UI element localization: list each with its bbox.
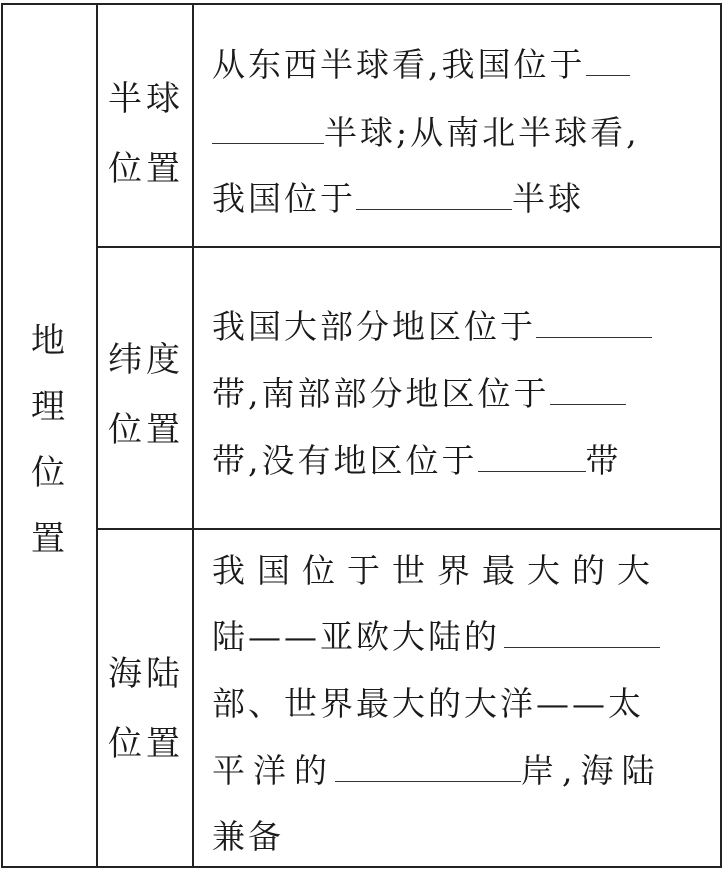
line-text: 平洋的 (212, 751, 335, 790)
line-text: 陆——亚欧大陆的 (212, 617, 500, 656)
answer-blank[interactable] (335, 753, 521, 782)
row-label-line1: 半球 (108, 79, 184, 119)
text-line (212, 107, 640, 154)
category-char: 地 (31, 321, 65, 361)
row-hemisphere-content-cell (194, 5, 720, 246)
row-label-line2: 位置 (108, 724, 184, 764)
category-cell (0, 3, 96, 868)
row-latitude-label-cell (98, 248, 192, 528)
category-char: 理 (31, 387, 65, 427)
category-label (28, 308, 68, 572)
text-line (212, 39, 630, 86)
row-sea-land-content-cell (194, 530, 720, 868)
category-char: 置 (31, 519, 65, 559)
text-line (212, 301, 652, 348)
line-text: 带 (585, 441, 622, 480)
answer-blank[interactable] (550, 376, 626, 405)
text-line (212, 811, 284, 858)
answer-blank[interactable] (586, 47, 630, 76)
line-text: 我国位于 (212, 179, 356, 218)
line-text: 部、世界最大的大洋——太 (212, 684, 644, 723)
text-line (212, 545, 662, 592)
row-latitude-content-cell (194, 248, 720, 528)
line-text: 半球 (512, 179, 584, 218)
line-text: 兼备 (212, 817, 284, 856)
category-char: 位 (31, 453, 65, 493)
answer-blank[interactable] (478, 443, 586, 472)
row-sea-land-label-cell (98, 530, 192, 868)
answer-blank[interactable] (356, 181, 512, 210)
answer-blank[interactable] (536, 309, 652, 338)
text-line (212, 611, 660, 658)
text-line (212, 745, 663, 792)
row-label-line2: 位置 (108, 410, 184, 450)
row-label-line2: 位置 (108, 149, 184, 189)
line-text: 我国位于世界最大的大 (212, 551, 662, 590)
line-text: 岸,海陆 (521, 751, 663, 790)
row-label-line1: 海陆 (108, 654, 184, 694)
text-line (212, 435, 622, 482)
line-text: 从东西半球看,我国位于 (212, 45, 586, 84)
line-text: 带,南部部分地区位于 (212, 374, 550, 413)
answer-blank[interactable] (504, 619, 660, 648)
text-line (212, 678, 644, 725)
line-text: 带,没有地区位于 (212, 441, 478, 480)
text-line (212, 173, 584, 220)
answer-blank[interactable] (212, 115, 324, 144)
line-text: 半球;从南北半球看, (324, 113, 640, 152)
text-line (212, 368, 626, 415)
row-hemisphere-label-cell (98, 5, 192, 246)
line-text: 我国大部分地区位于 (212, 307, 536, 346)
row-label-line1: 纬度 (108, 340, 184, 380)
